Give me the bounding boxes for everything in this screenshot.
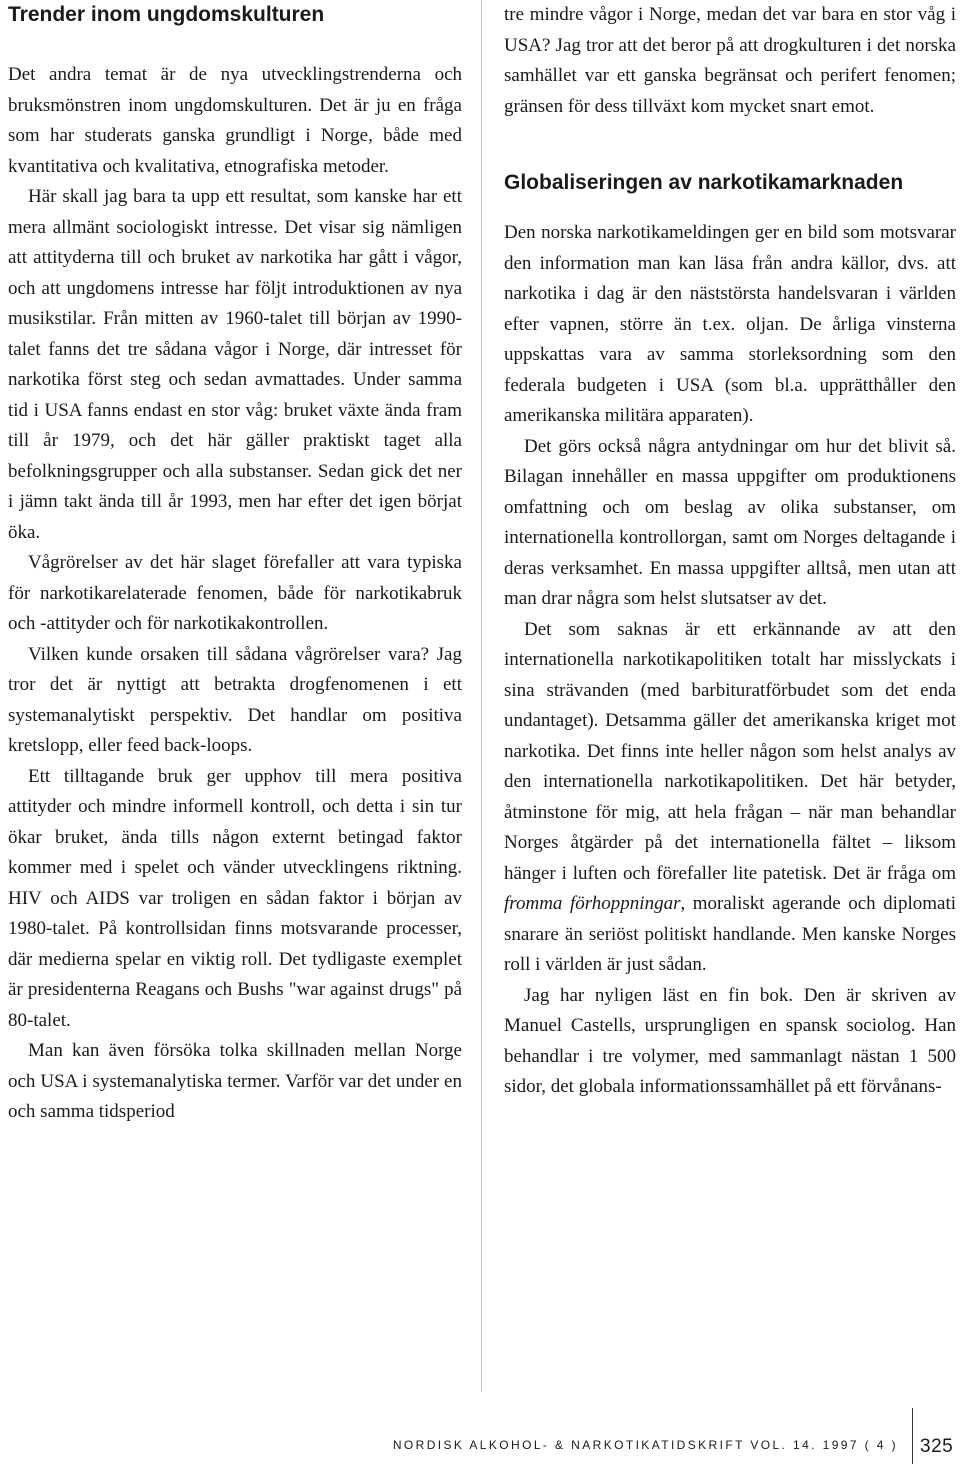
italic-phrase: fromma förhoppningar: [504, 893, 681, 914]
paragraph: [504, 615, 956, 981]
section-heading-youth-culture: Trender inom ungdomskulturen: [8, 3, 325, 26]
journal-running-footer: NORDISK ALKOHOL- & NARKOTIKATIDSKRIFT VOL. 14. 1997 ( 4 ): [392, 1438, 898, 1452]
paragraph: Den norska narkotikameldingen ger en bild som motsvarar den information man kan läsa från andra källor, dvs. att narkotika i dag är den näststörsta handelsvaran i världen efter vapnen, större än t.ex. oljan. De årliga vinsterna uppskattas vara av samma storleksordning som den federala budgeten i USA (som bl.a. upprätthåller den amerikanska militära apparaten).: [504, 222, 956, 426]
paragraph: Här skall jag bara ta upp ett resultat, som kanske har ett mera allmänt sociologiskt intresse. Det visar sig nämligen att attityderna till och bruket av narkotika har gått i vågor, och att ungdomens intresse har följt introduktionen av nya musikstilar. Från mitten av 1960-talet till början av 1990-talet fanns det tre sådana vågor i Norge, där intresset för narkotika först steg och sedan avmattades. Under samma tid i USA fanns endast en stor våg: bruket växte ända fram till år 1979, och det här gäller praktiskt taget alla befolkningsgrupper och alla substanser. Sedan gick det ner i jämn takt ända till år 1993, men har efter det igen börjat öka.: [8, 186, 462, 543]
paragraph-text: Det som saknas är ett erkännande av att den internationella narkotikapolitiken totalt har misslyckats i sina strävanden (med barbituratförbudet som det enda undantaget). Detsamma gäller det amerikanska kriget mot narkotika. Det finns inte heller någon som helst analys av den internationella narkotikapolitiken. Det här betyder, åtminstone för mig, att hela frågan – när man behandlar Norges åtgärder på det internationella fältet – liksom hänger i luften och förefaller lite patetisk. Det är fråga om: [504, 618, 956, 884]
page-footer: [0, 1428, 960, 1464]
paragraph: Jag har nyligen läst en fin bok. Den är skriven av Manuel Castells, ursprungligen en spansk sociolog. Han behandlar i tre volymer, med sammanlagt nästan 1 500 sidor, det globala informationssamhället på ett förvånans-: [504, 984, 956, 1097]
section-heading-globalization: Globaliseringen av narkotikamarknaden: [504, 171, 904, 194]
paragraph: Vågrörelser av det här slaget förefaller att vara typiska för narkotikarelaterade fenomen, både för narkotikabruk och -attityder och för narkotikakontrollen.: [8, 552, 462, 634]
paragraph: Det görs också några antydningar om hur det blivit så. Bilagan innehåller en massa uppgifter om produktionens omfattning och om beslag av olika substanser, om internationella kontrollorgan, samt om Norges deltagande i deras verksamhet. En massa uppgifter alltså, men utan att man drar några som helst slutsatser av det.: [504, 435, 956, 609]
column-divider: [481, 0, 482, 1392]
footer-divider: [912, 1408, 913, 1464]
paragraph-text: , moraliskt agerande och diplomati snarare än seriöst politiskt handlande. Men kanske Norges roll i världen är just sådan.: [504, 893, 956, 975]
left-column: [8, 0, 462, 1128]
paragraph: Det andra temat är de nya utvecklingstrenderna och bruksmönstren inom ungdomskulturen. Det är ju en fråga som har studerats ganska grundligt i Norge, både med kvantitativa och kvalitativa, etnografiska metoder.: [8, 64, 462, 177]
right-column: [504, 0, 956, 1103]
paragraph: Vilken kunde orsaken till sådana vågrörelser vara? Jag tror det är nyttigt att betrakta drogfenomenen i ett systemanalytiskt perspektiv. Det handlar om positiva kretslopp, eller feed back-loops.: [8, 643, 462, 756]
paragraph: Ett tilltagande bruk ger upphov till mera positiva attityder och mindre informell kontroll, och detta i sin tur ökar bruket, ända tills någon externt betingad faktor kommer med i spelet och vänder utvecklingens riktning. HIV och AIDS var troligen en sådan faktor i början av 1980-talet. På kontrollsidan finns motsvarande processer, där medierna spelar en viktig roll. Det tydligaste exemplet är presidenterna Reagans och Bushs "war against drugs" på 80-talet.: [8, 765, 462, 1031]
paragraph: Man kan även försöka tolka skillnaden mellan Norge och USA i systemanalytiska termer. Varför var det under en och samma tidsperiod: [8, 1040, 462, 1122]
page-number: 325: [920, 1436, 954, 1457]
paragraph-continuation: tre mindre vågor i Norge, medan det var bara en stor våg i USA? Jag tror att det beror på att drogkulturen i det norska samhället var ett ganska begränsat och perifert fenomen; gränsen för dess tillväxt kom mycket snart emot.: [504, 4, 956, 117]
